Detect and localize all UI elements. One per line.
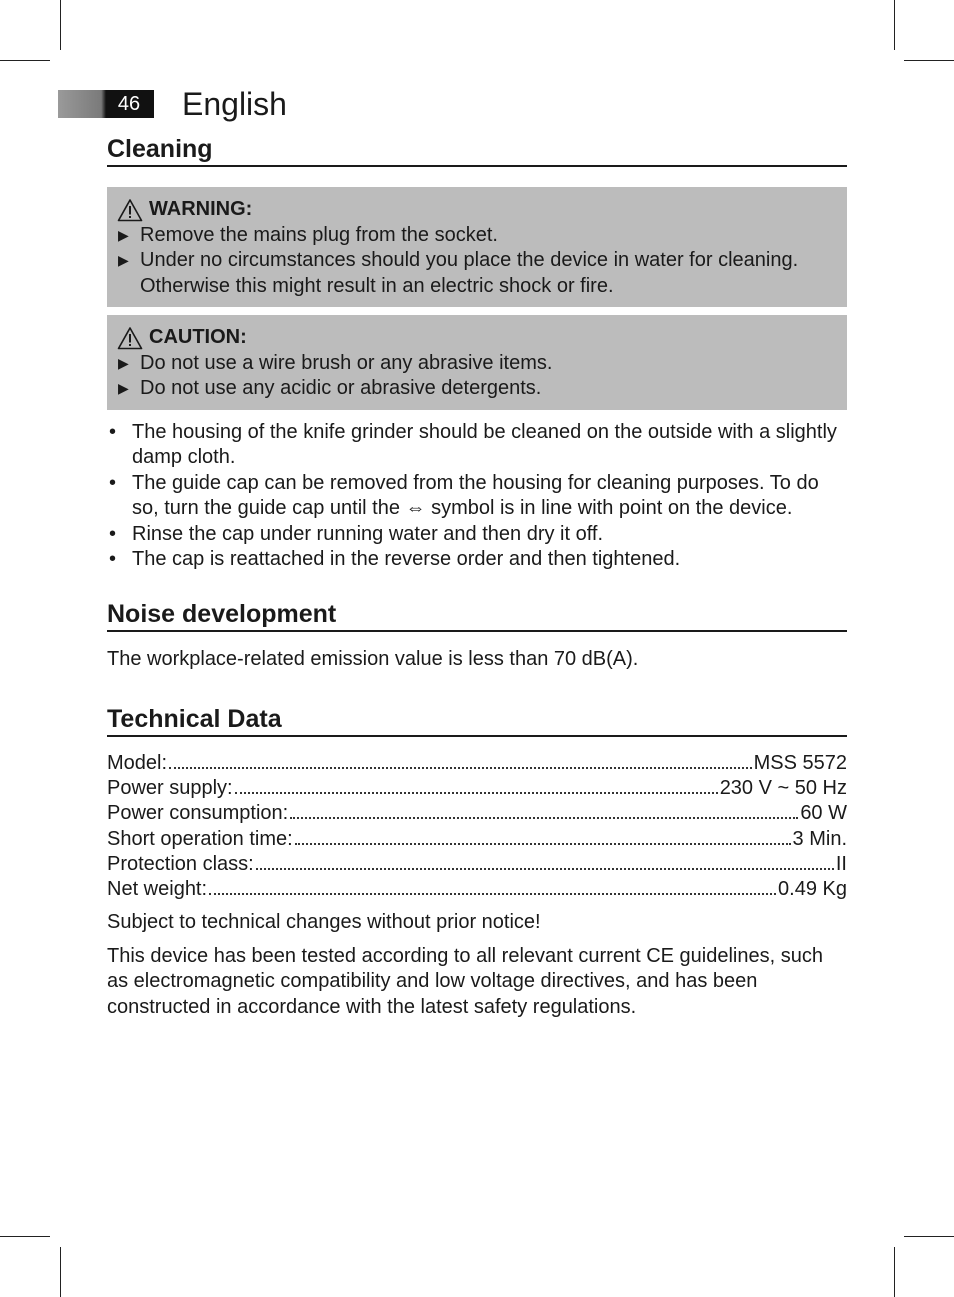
arrow-right-icon: ▶ <box>118 252 129 268</box>
bullet-icon: • <box>109 420 117 443</box>
caution-item-text: Do not use a wire brush or any abrasive items. <box>140 351 553 374</box>
warning-triangle-icon <box>117 198 143 222</box>
warning-box <box>107 187 847 307</box>
caution-item-text: Do not use any acidic or abrasive detergents. <box>140 377 542 399</box>
spec-row-operation-time <box>107 827 847 852</box>
spec-value: MSS 5572 <box>753 752 847 774</box>
crop-mark <box>894 0 895 50</box>
dot-leader <box>295 843 791 845</box>
list-item <box>107 522 847 548</box>
crop-mark <box>0 60 50 61</box>
crop-mark <box>60 0 61 50</box>
spec-label: Power consumption: <box>107 802 289 825</box>
spec-row-protection-class <box>107 852 847 877</box>
spec-label: Protection class: <box>107 852 254 875</box>
warning-item-text: Under no circumstances should you place the device in water for cleaning. Otherwise this might result in an electric shock or fire. <box>140 249 799 297</box>
caution-triangle-icon <box>117 326 143 350</box>
spec-value: 3 Min. <box>792 827 847 850</box>
caution-list <box>117 351 833 402</box>
spec-row-net-weight <box>107 877 847 902</box>
warning-title <box>117 197 833 223</box>
caution-item <box>117 351 833 377</box>
arrow-right-icon: ▶ <box>118 380 129 396</box>
warning-label: WARNING: <box>149 198 253 220</box>
warning-list <box>117 223 833 300</box>
list-item <box>107 420 847 471</box>
spec-value: 60 W <box>800 802 847 825</box>
crop-mark <box>0 1236 50 1237</box>
warning-item-text: Remove the mains plug from the socket. <box>140 223 498 246</box>
dot-leader <box>169 767 752 769</box>
list-item-text: The guide cap can be removed from the housing for cleaning purposes. To do so, turn the guide cap until the ⇔ symbol is in line with point on the device. <box>132 471 819 519</box>
list-item-text: The cap is reattached in the reverse order and then tightened. <box>132 548 681 570</box>
list-item <box>107 547 847 573</box>
dot-leader <box>209 893 776 895</box>
arrow-right-icon: ▶ <box>118 226 129 243</box>
spec-row-power-supply <box>107 776 847 801</box>
crop-mark <box>904 60 954 61</box>
list-item-text: Rinse the cap under running water and then dry it off. <box>132 522 604 545</box>
spec-value: 0.49 Kg <box>778 878 847 901</box>
warning-item <box>117 248 833 299</box>
spec-label: Model: <box>107 752 168 774</box>
dot-leader <box>235 792 718 794</box>
caution-title <box>117 325 833 351</box>
compliance-text: This device has been tested according to all relevant current CE guidelines, such as electromagnetic compatibility and low voltage directives, and has been constructed in accordance with the latest safety regulations. <box>107 944 823 1018</box>
spec-table <box>107 751 847 902</box>
spec-label: Net weight: <box>107 878 208 901</box>
spec-value: 230 V ~ 50 Hz <box>719 777 847 800</box>
crop-mark <box>60 1247 61 1297</box>
spec-value: II <box>835 852 847 875</box>
spec-row-model <box>107 751 847 776</box>
bullet-icon: • <box>109 548 117 570</box>
crop-mark <box>894 1247 895 1297</box>
crop-mark <box>904 1236 954 1237</box>
list-item <box>107 471 847 522</box>
technical-notice: Subject to technical changes without prior notice! <box>107 911 541 934</box>
spec-label: Short operation time: <box>107 827 293 850</box>
noise-text: The workplace-related emission value is less than 70 dB(A). <box>107 647 639 670</box>
cleaning-instructions <box>107 420 847 573</box>
bullet-icon: • <box>109 522 117 545</box>
page-number: 46 <box>117 93 141 115</box>
spec-row-power-consumption <box>107 801 847 826</box>
bullet-icon: • <box>109 471 117 494</box>
technical-heading: Technical Data <box>107 704 847 737</box>
dot-leader <box>256 868 834 870</box>
caution-item <box>117 376 833 402</box>
dot-leader <box>290 817 798 819</box>
spec-label: Power supply: <box>107 777 233 800</box>
warning-item <box>117 223 833 249</box>
page-content <box>107 134 847 1020</box>
arrow-right-icon: ▶ <box>118 354 129 371</box>
noise-heading: Noise development <box>107 599 847 632</box>
cleaning-heading: Cleaning <box>107 134 847 167</box>
caution-box <box>107 315 847 410</box>
list-item-text: The housing of the knife grinder should be cleaned on the outside with a slightly damp cloth. <box>132 420 837 468</box>
caution-label: CAUTION: <box>149 326 247 348</box>
language-title: English <box>182 86 287 122</box>
